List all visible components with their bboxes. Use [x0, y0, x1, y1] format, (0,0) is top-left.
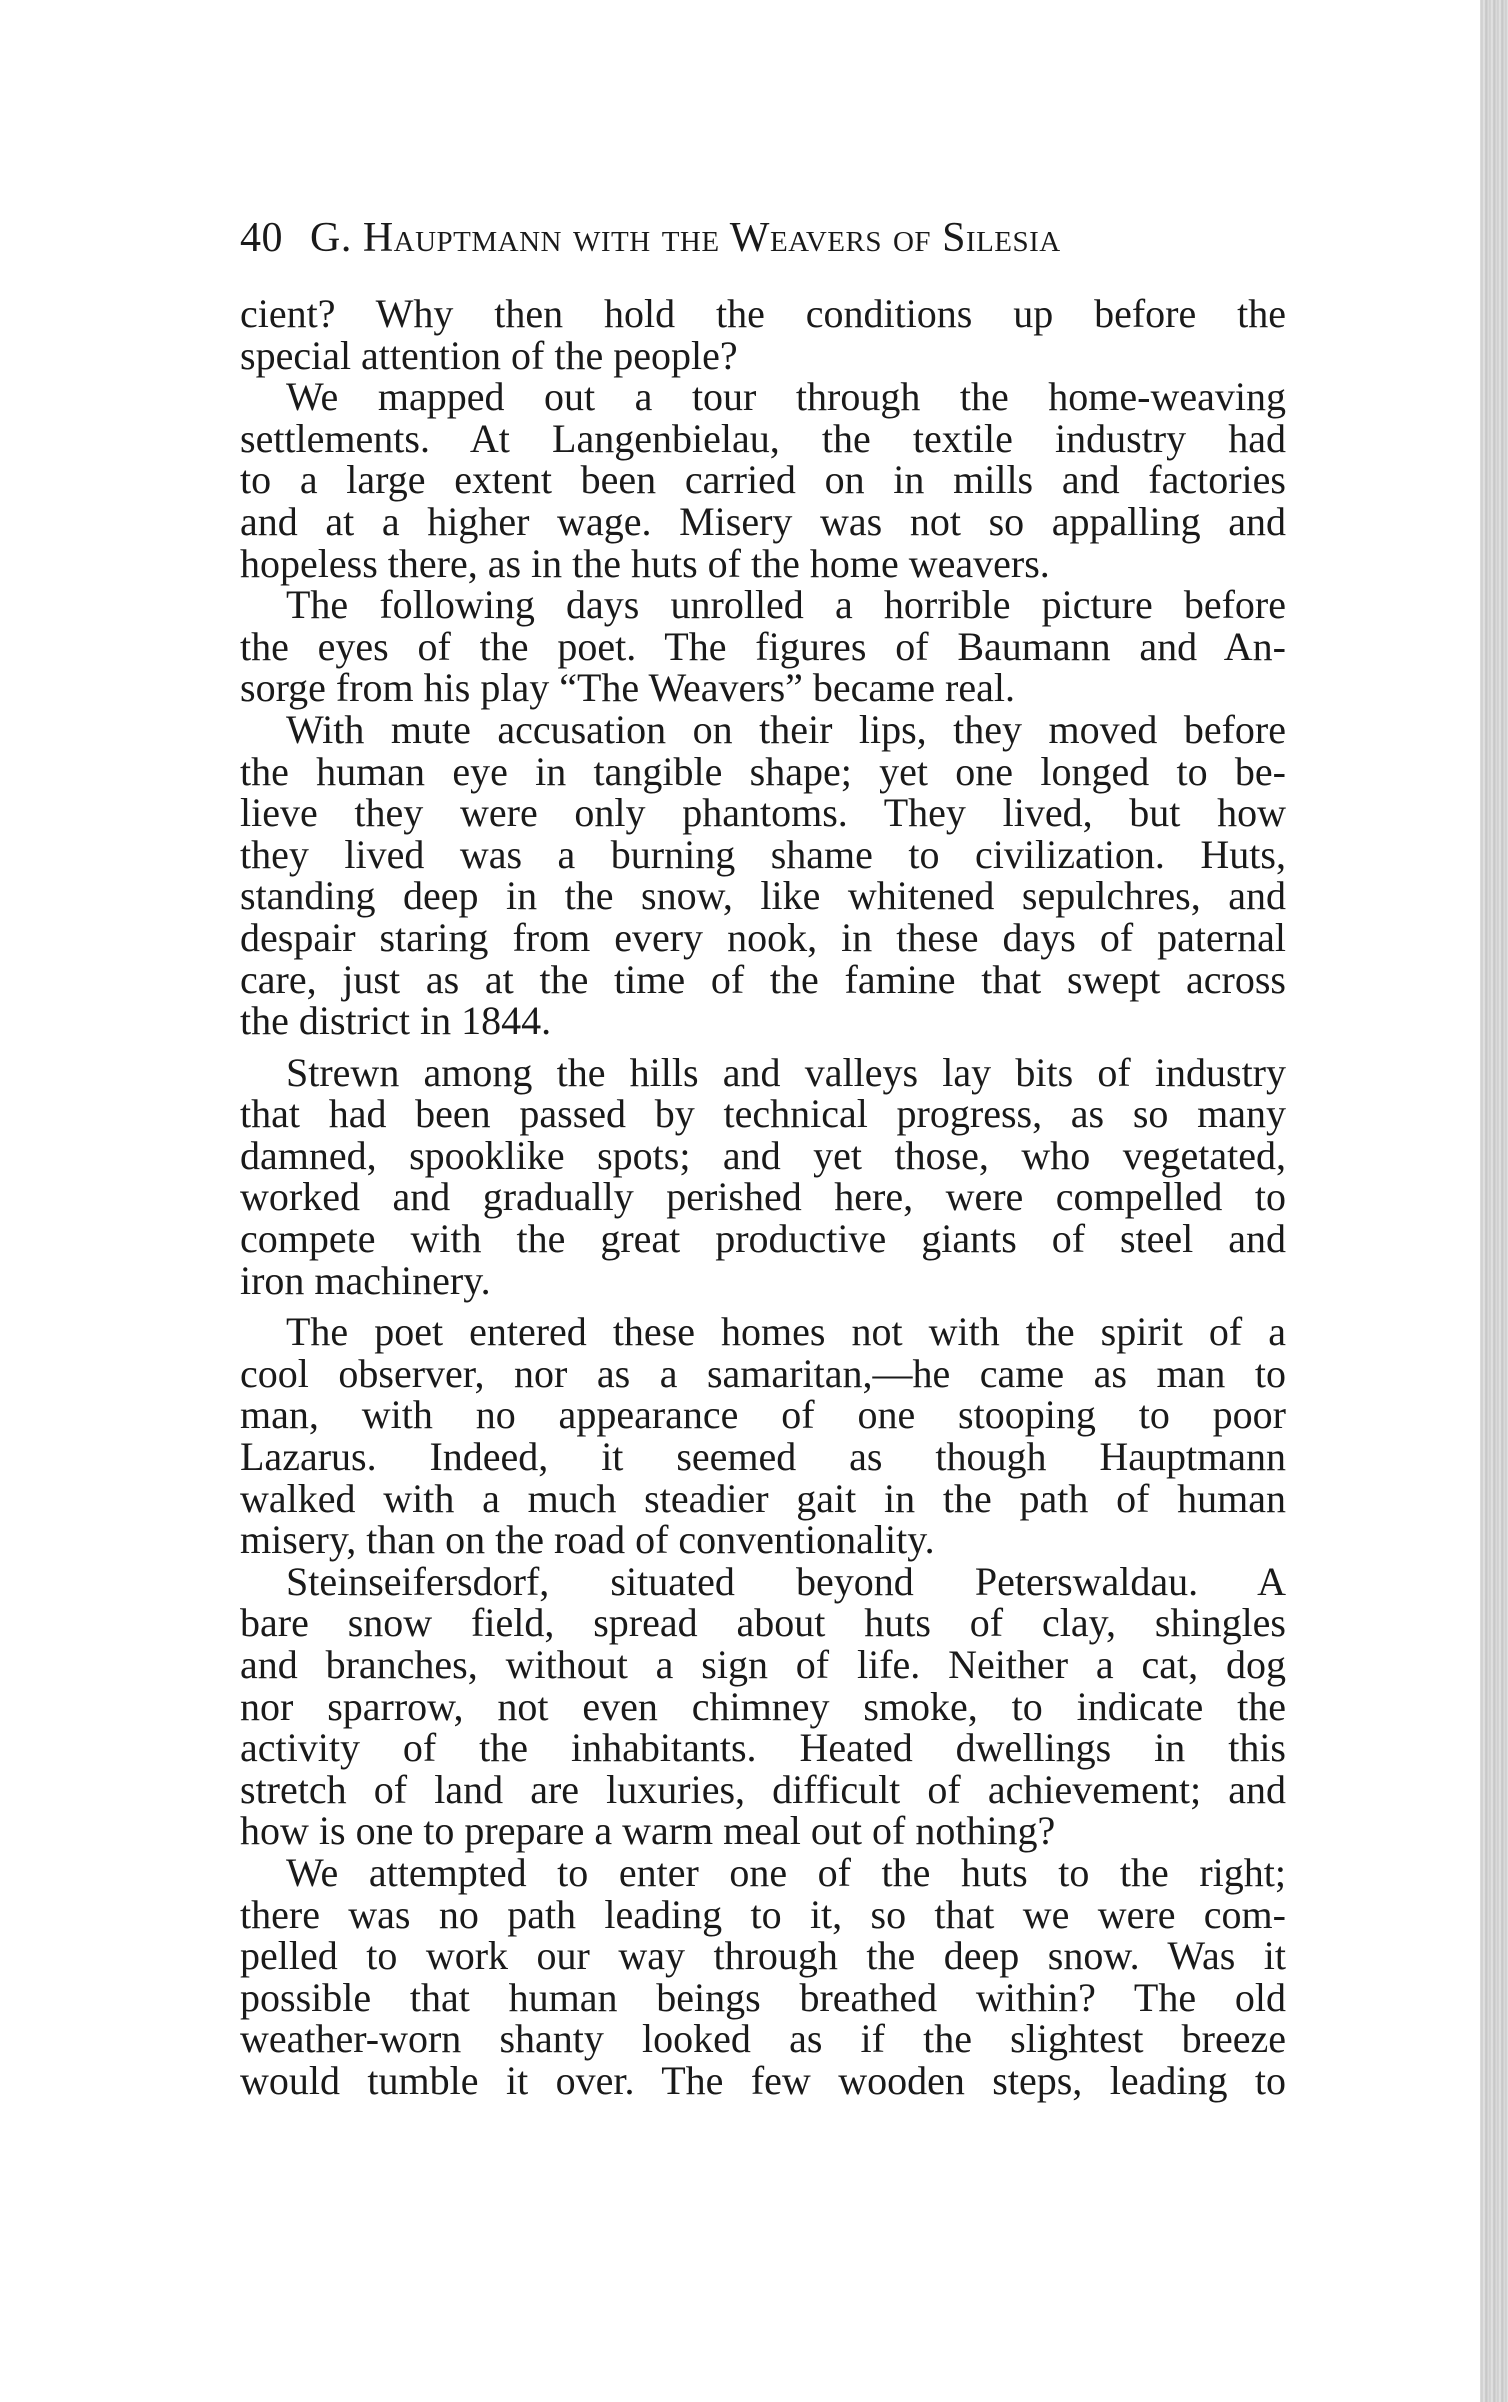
text-line: standing deep in the snow, like whitened sepulchres, and — [240, 873, 1286, 919]
text-line: We attempted to enter one of the huts to the right; — [286, 1849, 1286, 1895]
text-line: iron machinery. — [240, 1257, 491, 1303]
text-line: compete with the great productive giants of steel and — [240, 1216, 1286, 1262]
text-line: bare snow field, spread about huts of clay, shingles — [240, 1600, 1286, 1646]
paragraph — [240, 1049, 1286, 1303]
text-line: damned, spooklike spots; and yet those, who vegetated, — [240, 1132, 1286, 1178]
text-line: walked with a much steadier gait in the path of human — [240, 1475, 1286, 1521]
running-head — [240, 214, 1290, 262]
text-line: man, with no appearance of one stooping to poor — [240, 1392, 1286, 1438]
text-line: stretch of land are luxuries, difficult of achievement; and — [240, 1766, 1286, 1812]
text-line: they lived was a burning shame to civilization. Huts, — [240, 831, 1286, 877]
text-line: and at a higher wage. Misery was not so appalling and — [240, 498, 1286, 544]
text-line: would tumble it over. The few wooden steps, leading to — [240, 2057, 1286, 2103]
page-binding-edge — [1480, 0, 1508, 2402]
paragraph — [240, 293, 1286, 376]
text-line: settlements. At Langenbielau, the textile industry had — [240, 415, 1286, 461]
running-title: G. Hauptmann with the Weavers of Silesia — [310, 215, 1061, 261]
text-line: Steinseifersdorf, situated beyond Peterswaldau. A — [286, 1558, 1286, 1604]
text-line: worked and gradually perished here, were compelled to — [240, 1174, 1286, 1220]
paragraph — [240, 1849, 1286, 2103]
text-line: despair staring from every nook, in these days of paternal — [240, 914, 1286, 960]
text-line: cool observer, nor as a samaritan,—he came as man to — [240, 1350, 1286, 1396]
text-line: sorge from his play “The Weavers” became real. — [240, 665, 1015, 711]
text-line: that had been passed by technical progress, as so many — [240, 1091, 1286, 1137]
text-line: the district in 1844. — [240, 998, 552, 1044]
paragraph — [240, 1311, 1286, 1561]
text-line: The poet entered these homes not with the spirit of a — [286, 1309, 1286, 1355]
text-line: how is one to prepare a warm meal out of nothing? — [240, 1808, 1056, 1854]
paragraph — [240, 706, 1286, 1044]
text-line: With mute accusation on their lips, they moved before — [286, 706, 1286, 752]
page-number: 40 — [240, 215, 283, 261]
text-line: The following days unrolled a horrible picture before — [286, 582, 1286, 628]
text-line: We mapped out a tour through the home-weaving — [286, 374, 1286, 420]
text-line: Strewn among the hills and valleys lay bits of industry — [286, 1049, 1286, 1095]
paragraph — [240, 584, 1286, 709]
text-line: special attention of the people? — [240, 332, 738, 378]
text-line: misery, than on the road of conventionality. — [240, 1517, 935, 1563]
text-line: Lazarus. Indeed, it seemed as though Hauptmann — [240, 1434, 1286, 1480]
text-line: there was no path leading to it, so that we were com- — [240, 1891, 1286, 1937]
text-line: activity of the inhabitants. Heated dwellings in this — [240, 1725, 1286, 1771]
text-line: nor sparrow, not even chimney smoke, to indicate the — [240, 1683, 1286, 1729]
text-line: pelled to work our way through the deep snow. Was it — [240, 1933, 1286, 1979]
text-line: the human eye in tangible shape; yet one longed to be- — [240, 748, 1286, 794]
text-line: possible that human beings breathed within? The old — [240, 1974, 1286, 2020]
text-line: hopeless there, as in the huts of the home weavers. — [240, 540, 1050, 586]
text-line: to a large extent been carried on in mills and factories — [240, 457, 1286, 503]
text-line: cient? Why then hold the conditions up before the — [240, 291, 1286, 336]
text-line: the eyes of the poet. The figures of Baumann and An- — [240, 623, 1286, 669]
paragraph — [240, 376, 1286, 584]
paragraph — [240, 1558, 1286, 1854]
body-text — [240, 293, 1286, 2102]
text-line: care, just as at the time of the famine that swept across — [240, 956, 1286, 1002]
text-line: and branches, without a sign of life. Neither a cat, dog — [240, 1642, 1286, 1687]
text-line: weather-worn shanty looked as if the slightest breeze — [240, 2016, 1286, 2062]
text-line: lieve they were only phantoms. They lived, but how — [240, 790, 1286, 836]
